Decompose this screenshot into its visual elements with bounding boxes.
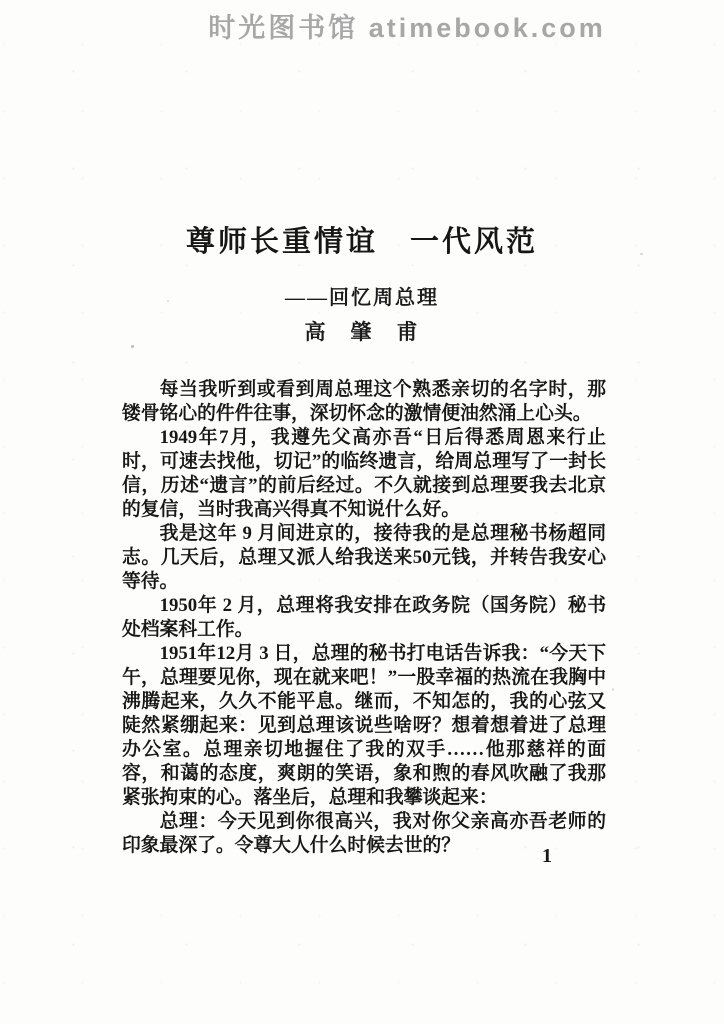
article-body — [122, 378, 606, 858]
body-paragraph: 总理：今天见到你很高兴，我对你父亲高亦吾老师的印象最深了。令尊大人什么时候去世的？ — [122, 811, 606, 856]
body-paragraph: 1949年7月，我遵先父高亦吾“日后得悉周恩来行止时，可速去找他，切记”的临终遗言，给周总理写了一封长信，历述“遗言”的前后经过。不久就接到总理要我去北京的复信，当时我高兴得真不知说什么好。 — [122, 427, 606, 520]
paper-speck — [612, 688, 614, 691]
page-number: 1 — [542, 845, 552, 867]
body-paragraph: 1950年 2 月，总理将我安排在政务院（国务院）秘书处档案科工作。 — [122, 595, 606, 640]
watermark-header: 时光图书馆 atimebook.com — [208, 13, 606, 43]
body-paragraph: 1951年12月 3 日，总理的秘书打电话告诉我：“今天下午，总理要见你，现在就来吧！”一股幸福的热流在我胸中沸腾起来，久久不能平息。继而，不知怎的，我的心弦又陡然紧绷起来：见到总理该说些啥呀？想着想着进了总理办公室。总理亲切地握住了我的双手……他那慈祥的面容，和蔼的态度，爽朗的笑语，象和煦的春风吹融了我那紧张拘束的心。落坐后，总理和我攀谈起来： — [122, 643, 606, 808]
body-paragraph: 每当我听到或看到周总理这个熟悉亲切的名字时，那镂骨铭心的件件往事，深切怀念的激情便油然涌上心头。 — [122, 379, 606, 424]
paper-speck — [640, 253, 643, 255]
article-subtitle: ——回忆周总理 — [285, 287, 439, 309]
paper-speck — [167, 300, 169, 302]
paper-speck — [131, 345, 134, 348]
article-author: 高 肇 甫 — [304, 320, 420, 344]
article-title: 尊师长重情谊 一代风范 — [185, 226, 538, 258]
body-paragraph: 我是这年 9 月间进京的，接待我的是总理秘书杨超同志。几天后，总理又派人给我送来50元钱，并转告我安心等待。 — [122, 523, 606, 592]
